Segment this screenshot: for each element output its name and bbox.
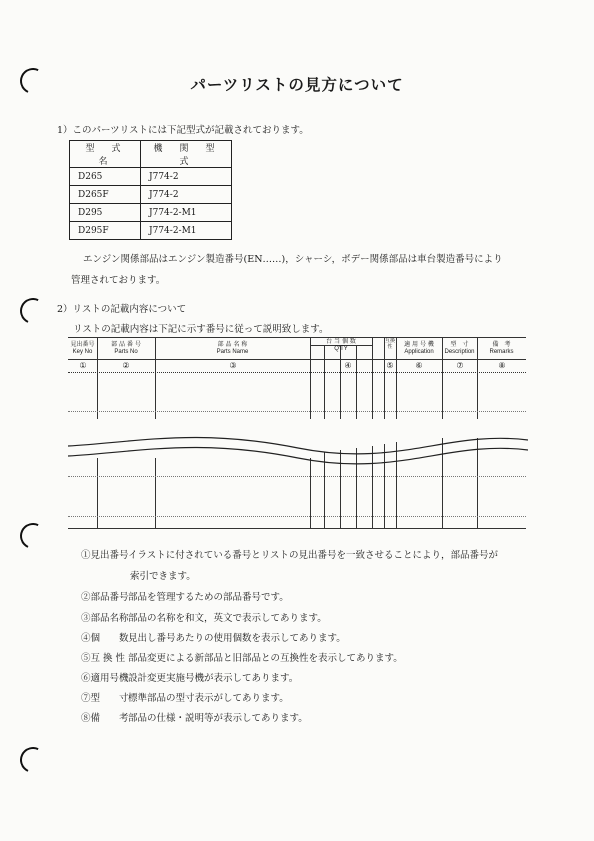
col-key-no: 見出番号 Key No [70,341,95,355]
section2-heading: 2）リストの記載内容について [57,304,187,315]
legend-item: ④個 数見出し番号あたりの使用個数を表示してあります。 [81,633,346,644]
table-row [70,222,232,240]
binder-hole-2 [16,294,49,327]
binder-hole-3 [16,519,49,552]
engine-cell: J774-2-M1 [141,222,232,240]
marker-4: ④ [344,361,352,370]
binder-hole-4 [16,743,49,776]
model-cell: D265F [70,186,141,204]
section1-note-line1: エンジン関係部品はエンジン製造番号(EN……)，シャーシ，ボデー関係部品は車台製造番号により [83,254,503,265]
table-row [70,186,232,204]
legend-item: ⑤互 換 性 部品変更による新部品と旧部品との互換性を表示してあります。 [81,653,403,664]
marker-5: ⑤ [386,361,394,370]
model-table [69,140,232,240]
legend-item: ②部品番号部品を管理するための部品番号です。 [81,592,289,603]
col-interchange: 互換性 [384,338,395,350]
col-description: 型 寸 Description [444,341,475,355]
col-application: 適 用 号 機 Application [404,341,434,355]
legend-item-continued: 索引できます。 [130,571,196,582]
marker-1: ① [79,361,87,370]
section1-heading: 1）このパーツリストには下記型式が記載されております。 [57,125,309,136]
legend-item: ③部品名称部品の名称を和文，英文で表示してあります。 [81,613,327,624]
legend-item: ①見出番号イラストに付されている番号とリストの見出番号を一致させることにより，部品番号が [81,550,499,561]
table-row [70,204,232,222]
model-cell: D295F [70,222,141,240]
marker-6: ⑥ [415,361,423,370]
engine-cell: J774-2 [141,168,232,186]
col-parts-no: 部 品 番 号 Parts No [111,341,141,355]
legend-item: ⑧備 考部品の仕様・説明等が表示してあります。 [81,713,308,724]
section1-note-line2: 管理されております。 [71,275,166,286]
marker-2: ② [122,361,130,370]
marker-3: ③ [229,361,237,370]
marker-7: ⑦ [456,361,464,370]
marker-8: ⑧ [498,361,506,370]
model-cell: D295 [70,204,141,222]
legend-item: ⑥適用号機設計変更実施号機が表示してあります。 [81,673,299,684]
break-wave-icon [68,410,528,470]
page-title: パーツリストの見方について [190,75,404,94]
engine-cell: J774-2-M1 [141,204,232,222]
model-table-header-model: 型 式 名 [70,141,141,168]
model-table-header-engine: 機 関 型 式 [141,141,232,168]
section2-subheading: リストの記載内容は下記に示す番号に従って説明致します。 [73,324,329,335]
col-parts-name: 部 品 名 称 Parts Name [216,341,249,355]
engine-cell: J774-2 [141,186,232,204]
col-qty: 台 当 個 数 Q'TY [326,338,356,352]
model-cell: D265 [70,168,141,186]
legend-item: ⑦型 寸標準部品の型寸表示がしてあります。 [81,693,289,704]
col-remarks: 備 考 Remarks [489,341,514,355]
table-row [70,168,232,186]
